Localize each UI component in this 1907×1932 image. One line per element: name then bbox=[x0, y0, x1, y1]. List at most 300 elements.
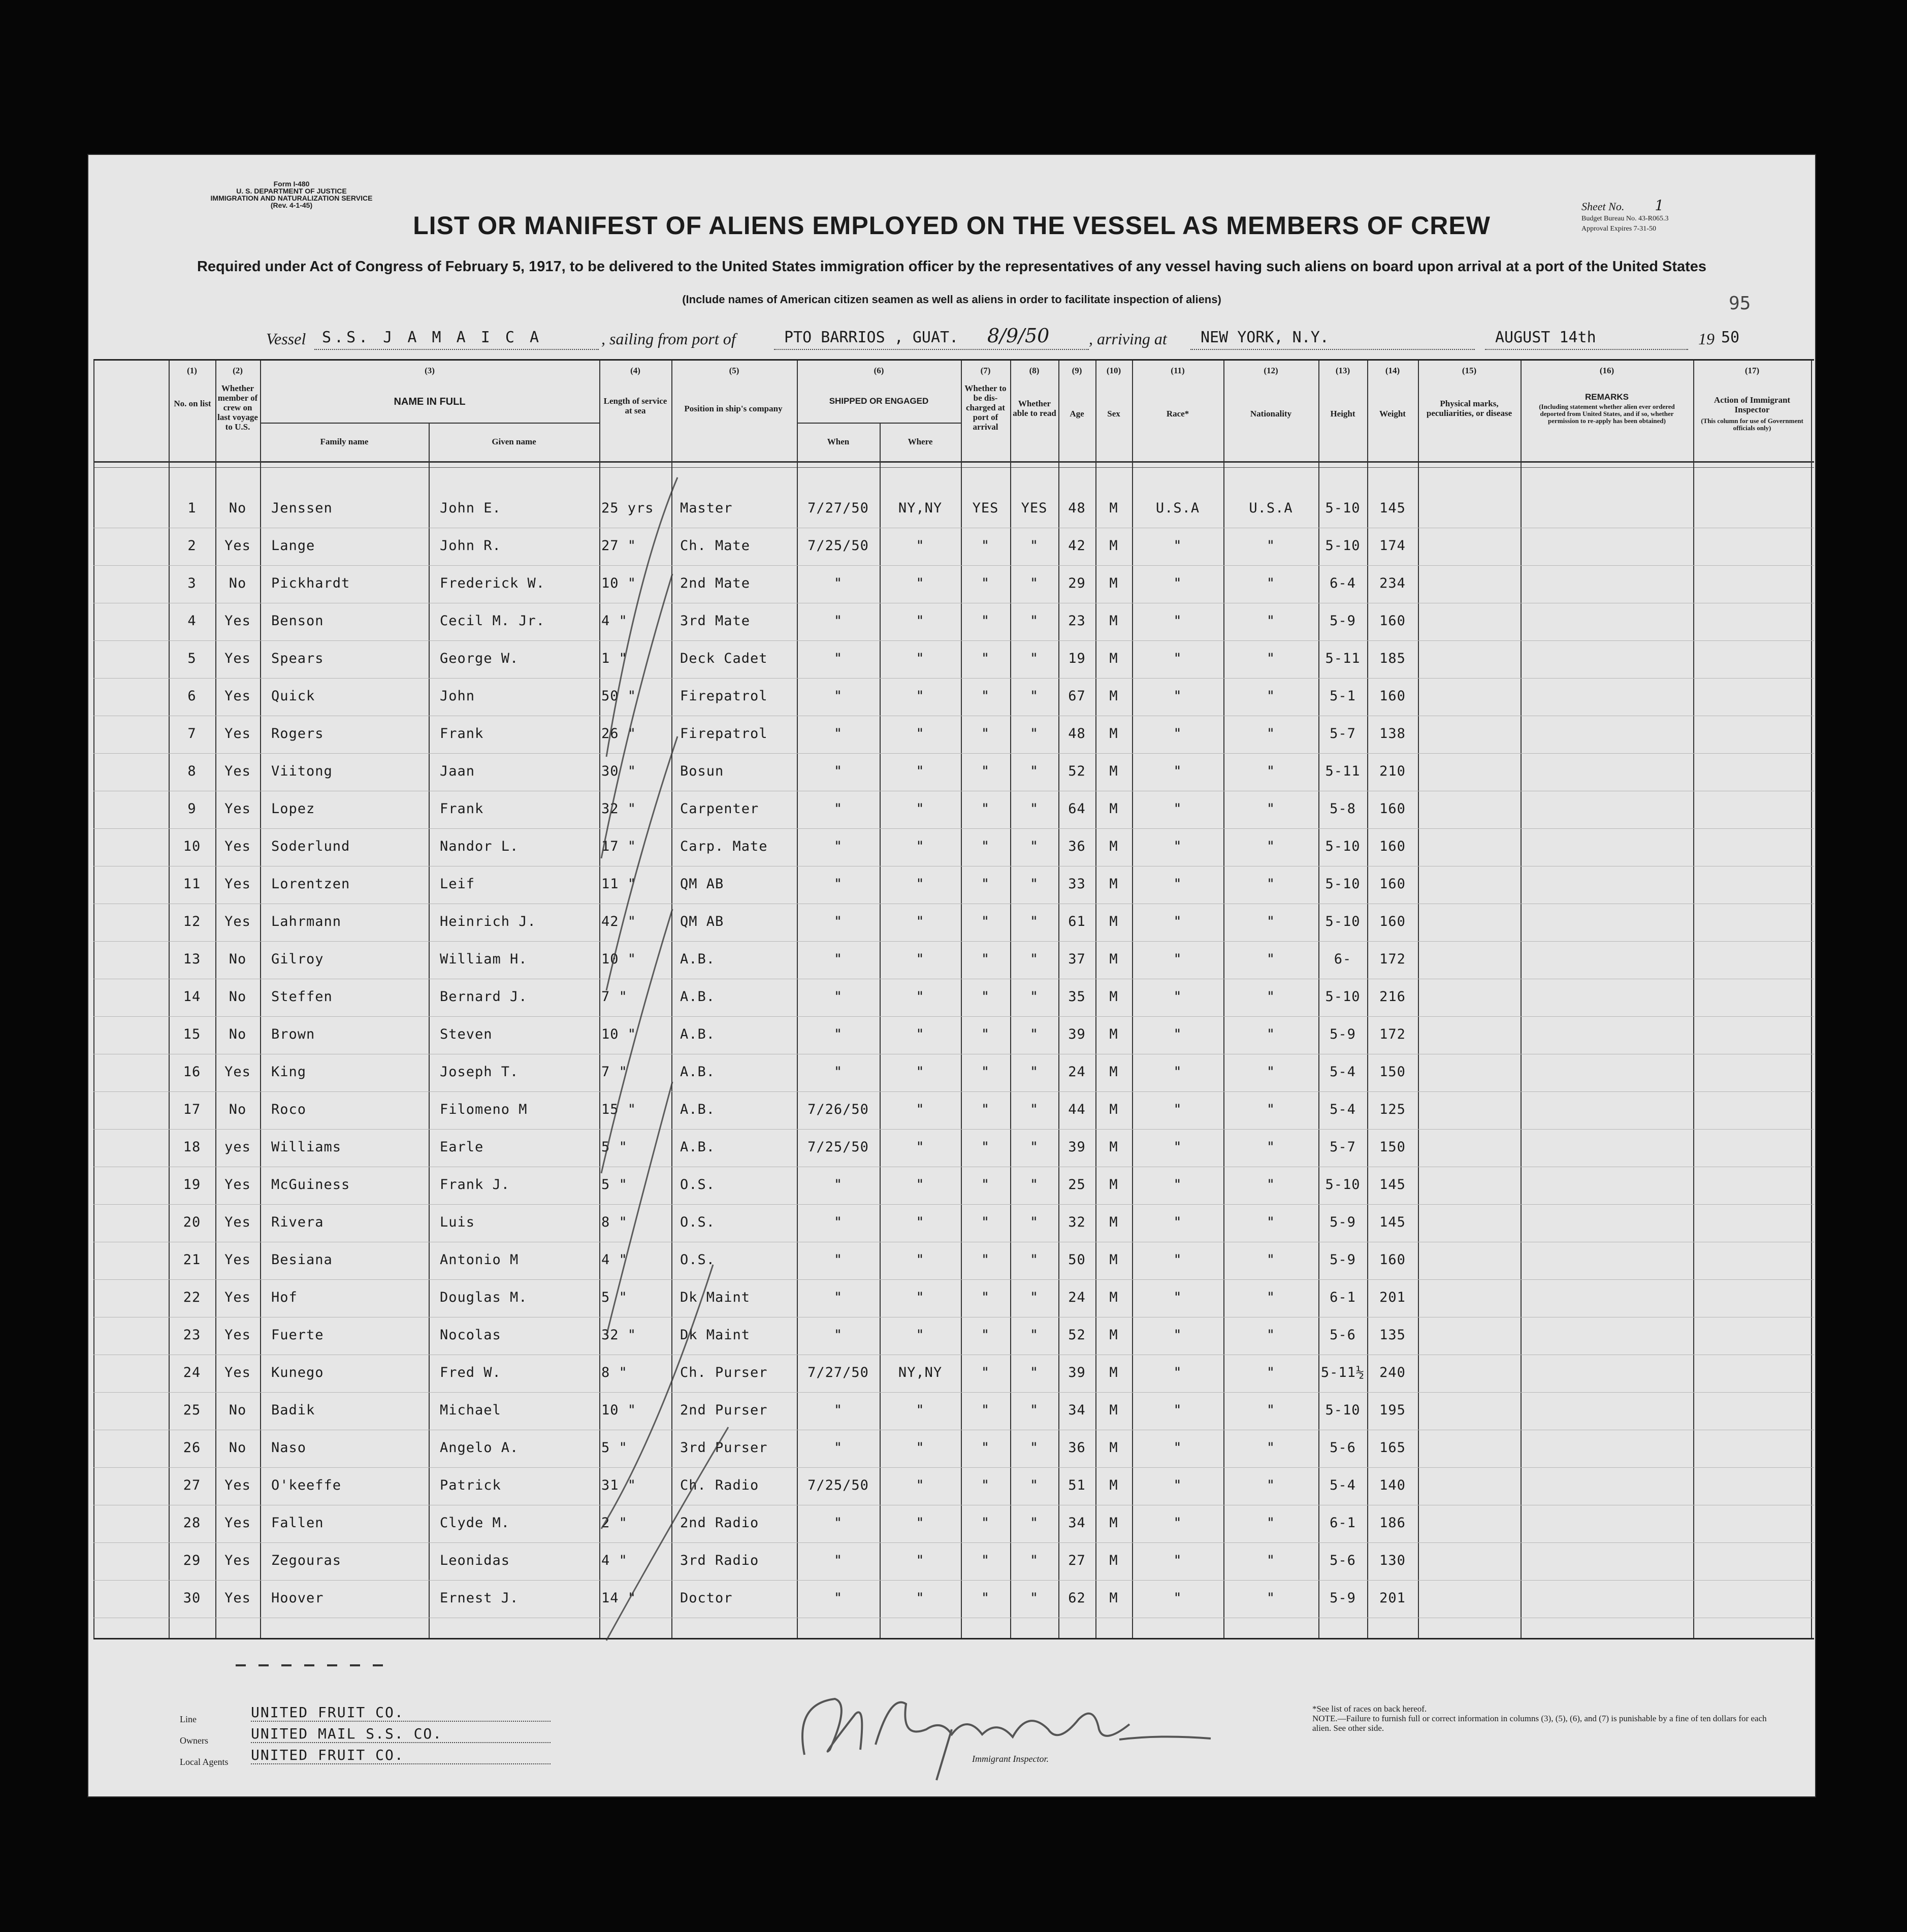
row-rule bbox=[93, 828, 1814, 829]
cell-when: " bbox=[833, 839, 843, 854]
row-rule bbox=[93, 565, 1814, 566]
cell-nationality: " bbox=[1266, 1327, 1276, 1343]
cell-nationality: " bbox=[1266, 1252, 1276, 1268]
cell-read: " bbox=[1029, 726, 1039, 742]
cell-discharge: " bbox=[981, 575, 990, 591]
owners-value: UNITED MAIL S.S. CO. bbox=[251, 1725, 551, 1743]
cell-where: " bbox=[916, 876, 925, 892]
cell-prev: Yes bbox=[224, 914, 251, 929]
header-where: Where bbox=[908, 437, 933, 446]
cell-family: Lange bbox=[271, 538, 315, 554]
cell-read: " bbox=[1029, 1177, 1039, 1193]
owners-label: Owners bbox=[180, 1735, 208, 1746]
cell-discharge: YES bbox=[972, 500, 999, 516]
cell-where: NY,NY bbox=[898, 1365, 943, 1380]
cell-prev: Yes bbox=[224, 651, 251, 666]
cell-position: A.B. bbox=[680, 951, 716, 967]
cell-given: Earle bbox=[440, 1139, 484, 1155]
cell-race: U.S.A bbox=[1155, 500, 1200, 516]
cell-family: Jenssen bbox=[271, 500, 333, 516]
cell-race: " bbox=[1173, 1252, 1182, 1268]
col-number: (6) bbox=[874, 366, 884, 375]
cell-where: " bbox=[916, 1252, 925, 1268]
cell-race: " bbox=[1173, 1290, 1182, 1305]
cell-prev: No bbox=[229, 575, 247, 591]
cell-no: 6 bbox=[187, 688, 197, 704]
cell-family: Benson bbox=[271, 613, 324, 629]
cell-age: 64 bbox=[1068, 801, 1086, 817]
cell-when: " bbox=[833, 726, 843, 742]
cell-where: " bbox=[916, 1290, 925, 1305]
cell-discharge: " bbox=[981, 1102, 990, 1117]
cell-family: Steffen bbox=[271, 989, 333, 1005]
row-rule bbox=[93, 1091, 1814, 1092]
vessel-line bbox=[266, 325, 1764, 351]
cell-nationality: U.S.A bbox=[1249, 500, 1293, 516]
cell-weight: 130 bbox=[1379, 1553, 1406, 1568]
cell-weight: 210 bbox=[1379, 763, 1406, 779]
cell-given: Nocolas bbox=[440, 1327, 501, 1343]
cell-age: 52 bbox=[1068, 763, 1086, 779]
cell-weight: 160 bbox=[1379, 613, 1406, 629]
cell-service: 2 " bbox=[601, 1515, 628, 1531]
cell-given: Nandor L. bbox=[440, 839, 519, 854]
col-number: (8) bbox=[1029, 366, 1040, 375]
cell-service: 17 " bbox=[601, 839, 637, 854]
cell-age: 42 bbox=[1068, 538, 1086, 554]
cell-no: 12 bbox=[183, 914, 201, 929]
cell-sex: M bbox=[1109, 613, 1118, 629]
cell-discharge: " bbox=[981, 688, 990, 704]
cell-where: " bbox=[916, 1102, 925, 1117]
cell-sex: M bbox=[1109, 1139, 1118, 1155]
header-race: Race* bbox=[1166, 409, 1189, 418]
cell-read: " bbox=[1029, 839, 1039, 854]
cell-no: 30 bbox=[183, 1590, 201, 1606]
cell-nationality: " bbox=[1266, 1590, 1276, 1606]
cell-given: William H. bbox=[440, 951, 528, 967]
cell-when: " bbox=[833, 1590, 843, 1606]
cell-discharge: " bbox=[981, 989, 990, 1005]
header-able-to-read: Whether able to read bbox=[1013, 399, 1056, 418]
cell-weight: 201 bbox=[1379, 1590, 1406, 1606]
cell-position: Doctor bbox=[680, 1590, 733, 1606]
cell-sex: M bbox=[1109, 1214, 1118, 1230]
cell-race: " bbox=[1173, 839, 1182, 854]
cell-family: Besiana bbox=[271, 1252, 333, 1268]
cell-race: " bbox=[1173, 1440, 1182, 1456]
arrival-port: NEW YORK, N.Y. bbox=[1201, 329, 1329, 346]
year-prefix: 19 bbox=[1698, 330, 1715, 348]
check-marks bbox=[596, 422, 799, 1651]
col-number: (2) bbox=[233, 366, 243, 375]
crew-table bbox=[93, 359, 1814, 1639]
cell-discharge: " bbox=[981, 839, 990, 854]
cell-when: " bbox=[833, 1177, 843, 1193]
cell-given: Steven bbox=[440, 1026, 493, 1042]
cell-position: A.B. bbox=[680, 1139, 716, 1155]
cell-age: 37 bbox=[1068, 951, 1086, 967]
cell-race: " bbox=[1173, 1515, 1182, 1531]
row-rule bbox=[93, 1542, 1814, 1543]
header-when: When bbox=[827, 437, 850, 446]
cell-race: " bbox=[1173, 1026, 1182, 1042]
cell-position: Ch. Mate bbox=[680, 538, 751, 554]
col-number: (17) bbox=[1744, 366, 1760, 375]
cell-family: Rogers bbox=[271, 726, 324, 742]
cell-nationality: " bbox=[1266, 1139, 1276, 1155]
cell-prev: No bbox=[229, 500, 247, 516]
cell-read: " bbox=[1029, 538, 1039, 554]
cell-family: Zegouras bbox=[271, 1553, 342, 1568]
approval-expiry: Approval Expires 7-31-50 bbox=[1581, 225, 1656, 233]
cell-nationality: " bbox=[1266, 876, 1276, 892]
cell-given: Antonio M bbox=[440, 1252, 519, 1268]
cell-weight: 185 bbox=[1379, 651, 1406, 666]
cell-discharge: " bbox=[981, 1252, 990, 1268]
cell-no: 11 bbox=[183, 876, 201, 892]
cell-age: 52 bbox=[1068, 1327, 1086, 1343]
cell-sex: M bbox=[1109, 1102, 1118, 1117]
vessel-name: S.S. J A M A I C A bbox=[322, 329, 542, 346]
cell-weight: 145 bbox=[1379, 500, 1406, 516]
cell-no: 15 bbox=[183, 1026, 201, 1042]
cell-no: 19 bbox=[183, 1177, 201, 1193]
cell-given: John bbox=[440, 688, 475, 704]
cell-position: QM AB bbox=[680, 914, 724, 929]
header-no-on-list: No. on list bbox=[174, 399, 211, 408]
cell-where: " bbox=[916, 651, 925, 666]
cell-nationality: " bbox=[1266, 688, 1276, 704]
cell-weight: 174 bbox=[1379, 538, 1406, 554]
cell-sex: M bbox=[1109, 726, 1118, 742]
cell-given: Leonidas bbox=[440, 1553, 510, 1568]
cell-prev: Yes bbox=[224, 839, 251, 854]
cell-given: Frank bbox=[440, 801, 484, 817]
row-rule bbox=[93, 753, 1814, 754]
cell-discharge: " bbox=[981, 726, 990, 742]
cell-nationality: " bbox=[1266, 839, 1276, 854]
cell-read: " bbox=[1029, 1590, 1039, 1606]
header-name-in-full: NAME IN FULL bbox=[394, 396, 466, 407]
cell-prev: Yes bbox=[224, 1177, 251, 1193]
header-action: Action of Immigrant Inspector bbox=[1714, 395, 1791, 414]
cell-given: John R. bbox=[440, 538, 501, 554]
cell-prev: Yes bbox=[224, 1365, 251, 1380]
cell-position: Dk Maint bbox=[680, 1290, 751, 1305]
cell-prev: No bbox=[229, 1440, 247, 1456]
cell-when: " bbox=[833, 1026, 843, 1042]
cell-read: " bbox=[1029, 651, 1039, 666]
cell-height: 5-7 bbox=[1330, 726, 1356, 742]
cell-age: 39 bbox=[1068, 1026, 1086, 1042]
cell-no: 29 bbox=[183, 1553, 201, 1568]
cell-height: 5-10 bbox=[1325, 500, 1361, 516]
cell-position: Firepatrol bbox=[680, 688, 768, 704]
cell-family: King bbox=[271, 1064, 307, 1080]
cell-sex: M bbox=[1109, 763, 1118, 779]
cell-given: George W. bbox=[440, 651, 519, 666]
cell-given: Joseph T. bbox=[440, 1064, 519, 1080]
cell-sex: M bbox=[1109, 1590, 1118, 1606]
cell-height: 5-6 bbox=[1330, 1327, 1356, 1343]
col-number: (12) bbox=[1264, 366, 1278, 375]
cell-race: " bbox=[1173, 763, 1182, 779]
sheet-no-value: 1 bbox=[1655, 197, 1664, 214]
cell-service: 50 " bbox=[601, 688, 637, 704]
cell-no: 18 bbox=[183, 1139, 201, 1155]
cell-age: 62 bbox=[1068, 1590, 1086, 1606]
cell-discharge: " bbox=[981, 1590, 990, 1606]
cell-service: 4 " bbox=[601, 1252, 628, 1268]
cell-nationality: " bbox=[1266, 914, 1276, 929]
cell-where: " bbox=[916, 1177, 925, 1193]
cell-height: 5-1 bbox=[1330, 688, 1356, 704]
cell-when: " bbox=[833, 1290, 843, 1305]
header-given-name: Given name bbox=[492, 437, 536, 446]
cell-family: Viitong bbox=[271, 763, 333, 779]
cell-discharge: " bbox=[981, 1177, 990, 1193]
cell-when: 7/25/50 bbox=[807, 1139, 869, 1155]
cell-family: Pickhardt bbox=[271, 575, 350, 591]
cell-race: " bbox=[1173, 989, 1182, 1005]
cell-given: Heinrich J. bbox=[440, 914, 536, 929]
cell-prev: Yes bbox=[224, 801, 251, 817]
cell-no: 8 bbox=[187, 763, 197, 779]
cell-height: 6- bbox=[1334, 951, 1352, 967]
cell-age: 39 bbox=[1068, 1365, 1086, 1380]
cell-family: Badik bbox=[271, 1402, 315, 1418]
cell-family: O'keeffe bbox=[271, 1477, 342, 1493]
header-nationality: Nationality bbox=[1250, 409, 1292, 418]
cell-sex: M bbox=[1109, 1252, 1118, 1268]
row-rule bbox=[93, 640, 1814, 641]
cell-height: 5-6 bbox=[1330, 1553, 1356, 1568]
cell-nationality: " bbox=[1266, 1290, 1276, 1305]
cell-nationality: " bbox=[1266, 1515, 1276, 1531]
cell-when: " bbox=[833, 989, 843, 1005]
col-number: (16) bbox=[1599, 366, 1614, 375]
cell-weight: 160 bbox=[1379, 1252, 1406, 1268]
cell-race: " bbox=[1173, 1402, 1182, 1418]
cell-read: " bbox=[1029, 688, 1039, 704]
cell-sex: M bbox=[1109, 1026, 1118, 1042]
cell-when: " bbox=[833, 1064, 843, 1080]
cell-where: NY,NY bbox=[898, 500, 943, 516]
cell-no: 20 bbox=[183, 1214, 201, 1230]
row-rule bbox=[93, 1016, 1814, 1017]
cell-weight: 150 bbox=[1379, 1139, 1406, 1155]
col-number: (1) bbox=[187, 366, 197, 375]
cell-when: 7/26/50 bbox=[807, 1102, 869, 1117]
cell-prev: Yes bbox=[224, 876, 251, 892]
service: IMMIGRATION AND NATURALIZATION SERVICE bbox=[210, 194, 373, 202]
cell-age: 39 bbox=[1068, 1139, 1086, 1155]
cell-family: Fuerte bbox=[271, 1327, 324, 1343]
cell-when: " bbox=[833, 914, 843, 929]
cell-when: 7/25/50 bbox=[807, 1477, 869, 1493]
cell-read: " bbox=[1029, 1064, 1039, 1080]
cell-discharge: " bbox=[981, 1064, 990, 1080]
cell-no: 13 bbox=[183, 951, 201, 967]
cell-race: " bbox=[1173, 1365, 1182, 1380]
cell-height: 5-6 bbox=[1330, 1440, 1356, 1456]
cell-read: " bbox=[1029, 1327, 1039, 1343]
cell-position: 2nd Radio bbox=[680, 1515, 759, 1531]
cell-position: O.S. bbox=[680, 1177, 716, 1193]
cell-service: 26 " bbox=[601, 726, 637, 742]
cell-when: " bbox=[833, 763, 843, 779]
cell-nationality: " bbox=[1266, 726, 1276, 742]
cell-race: " bbox=[1173, 876, 1182, 892]
cell-weight: 145 bbox=[1379, 1214, 1406, 1230]
cell-nationality: " bbox=[1266, 951, 1276, 967]
cell-position: Ch. Radio bbox=[680, 1477, 759, 1493]
cell-read: " bbox=[1029, 575, 1039, 591]
cell-age: 27 bbox=[1068, 1553, 1086, 1568]
cell-discharge: " bbox=[981, 1290, 990, 1305]
col-number: (11) bbox=[1171, 366, 1185, 375]
cell-position: Master bbox=[680, 500, 733, 516]
cell-position: Carpenter bbox=[680, 801, 759, 817]
cell-where: " bbox=[916, 1214, 925, 1230]
cell-height: 6-1 bbox=[1330, 1290, 1356, 1305]
cell-prev: Yes bbox=[224, 1553, 251, 1568]
cell-family: Brown bbox=[271, 1026, 315, 1042]
cell-nationality: " bbox=[1266, 651, 1276, 666]
cell-race: " bbox=[1173, 1214, 1182, 1230]
cell-weight: 172 bbox=[1379, 951, 1406, 967]
cell-where: " bbox=[916, 1477, 925, 1493]
cell-where: " bbox=[916, 1402, 925, 1418]
cell-age: 19 bbox=[1068, 651, 1086, 666]
cell-service: 8 " bbox=[601, 1214, 628, 1230]
cell-read: " bbox=[1029, 801, 1039, 817]
cell-family: Fallen bbox=[271, 1515, 324, 1531]
cell-no: 21 bbox=[183, 1252, 201, 1268]
cell-service: 5 " bbox=[601, 1290, 628, 1305]
row-rule bbox=[93, 1129, 1814, 1130]
cell-no: 17 bbox=[183, 1102, 201, 1117]
cell-where: " bbox=[916, 989, 925, 1005]
cell-read: " bbox=[1029, 1440, 1039, 1456]
cell-where: " bbox=[916, 688, 925, 704]
cell-service: 5 " bbox=[601, 1440, 628, 1456]
page-title: LIST OR MANIFEST OF ALIENS EMPLOYED ON THE VESSEL AS MEMBERS OF CREW bbox=[413, 211, 1491, 240]
cell-sex: M bbox=[1109, 1553, 1118, 1568]
cell-weight: 201 bbox=[1379, 1290, 1406, 1305]
cell-read: " bbox=[1029, 1214, 1039, 1230]
departure-date: 8/9/50 bbox=[987, 325, 1050, 347]
cell-prev: Yes bbox=[224, 538, 251, 554]
cell-no: 23 bbox=[183, 1327, 201, 1343]
cell-height: 5-11 bbox=[1325, 651, 1361, 666]
cell-height: 5-10 bbox=[1325, 876, 1361, 892]
cell-position: 3rd Mate bbox=[680, 613, 751, 629]
cell-when: " bbox=[833, 1440, 843, 1456]
cell-age: 36 bbox=[1068, 1440, 1086, 1456]
col-number: (3) bbox=[425, 366, 435, 375]
cell-where: " bbox=[916, 1440, 925, 1456]
cell-when: 7/27/50 bbox=[807, 500, 869, 516]
cell-family: Soderlund bbox=[271, 839, 350, 854]
cell-no: 27 bbox=[183, 1477, 201, 1493]
cell-age: 33 bbox=[1068, 876, 1086, 892]
departure-port: PTO BARRIOS , GUAT. bbox=[784, 329, 959, 346]
cell-family: Lorentzen bbox=[271, 876, 350, 892]
cell-family: Williams bbox=[271, 1139, 342, 1155]
cell-age: 50 bbox=[1068, 1252, 1086, 1268]
cell-when: " bbox=[833, 1402, 843, 1418]
cell-prev: No bbox=[229, 951, 247, 967]
cell-weight: 186 bbox=[1379, 1515, 1406, 1531]
cell-discharge: " bbox=[981, 1365, 990, 1380]
cell-prev: No bbox=[229, 989, 247, 1005]
cell-race: " bbox=[1173, 575, 1182, 591]
cell-family: Hoover bbox=[271, 1590, 324, 1606]
cell-sex: M bbox=[1109, 688, 1118, 704]
cell-age: 34 bbox=[1068, 1515, 1086, 1531]
col-number: (14) bbox=[1385, 366, 1400, 375]
cell-nationality: " bbox=[1266, 1026, 1276, 1042]
cell-when: " bbox=[833, 651, 843, 666]
cell-family: Lopez bbox=[271, 801, 315, 817]
cell-height: 5-4 bbox=[1330, 1064, 1356, 1080]
cell-prev: yes bbox=[224, 1139, 251, 1155]
cell-given: Bernard J. bbox=[440, 989, 528, 1005]
cell-race: " bbox=[1173, 951, 1182, 967]
cell-position: A.B. bbox=[680, 1102, 716, 1117]
cell-discharge: " bbox=[981, 1139, 990, 1155]
cell-sex: M bbox=[1109, 839, 1118, 854]
cell-weight: 160 bbox=[1379, 876, 1406, 892]
row-rule bbox=[93, 1580, 1814, 1581]
cell-race: " bbox=[1173, 1139, 1182, 1155]
cell-when: 7/25/50 bbox=[807, 538, 869, 554]
cell-position: QM AB bbox=[680, 876, 724, 892]
row-rule bbox=[93, 1392, 1814, 1393]
cell-service: 7 " bbox=[601, 1064, 628, 1080]
cell-race: " bbox=[1173, 914, 1182, 929]
cell-read: YES bbox=[1021, 500, 1048, 516]
cell-family: Rivera bbox=[271, 1214, 324, 1230]
cell-read: " bbox=[1029, 1139, 1039, 1155]
cell-prev: Yes bbox=[224, 1064, 251, 1080]
agents-label: Local Agents bbox=[180, 1757, 229, 1767]
cell-weight: 172 bbox=[1379, 1026, 1406, 1042]
cell-sex: M bbox=[1109, 575, 1118, 591]
header-shipped-engaged: SHIPPED OR ENGAGED bbox=[829, 396, 929, 406]
cell-height: 5-11 bbox=[1325, 763, 1361, 779]
cell-age: 23 bbox=[1068, 613, 1086, 629]
cell-when: 7/27/50 bbox=[807, 1365, 869, 1380]
cell-nationality: " bbox=[1266, 538, 1276, 554]
cell-nationality: " bbox=[1266, 989, 1276, 1005]
col-number: (13) bbox=[1335, 366, 1350, 375]
cell-nationality: " bbox=[1266, 575, 1276, 591]
cell-where: " bbox=[916, 575, 925, 591]
cell-age: 48 bbox=[1068, 726, 1086, 742]
cell-discharge: " bbox=[981, 1553, 990, 1568]
col-number: (5) bbox=[729, 366, 739, 375]
cell-height: 5-4 bbox=[1330, 1102, 1356, 1117]
cell-where: " bbox=[916, 613, 925, 629]
cell-given: Michael bbox=[440, 1402, 501, 1418]
cell-weight: 138 bbox=[1379, 726, 1406, 742]
cell-race: " bbox=[1173, 613, 1182, 629]
cell-no: 2 bbox=[187, 538, 197, 554]
cell-service: 5 " bbox=[601, 1177, 628, 1193]
